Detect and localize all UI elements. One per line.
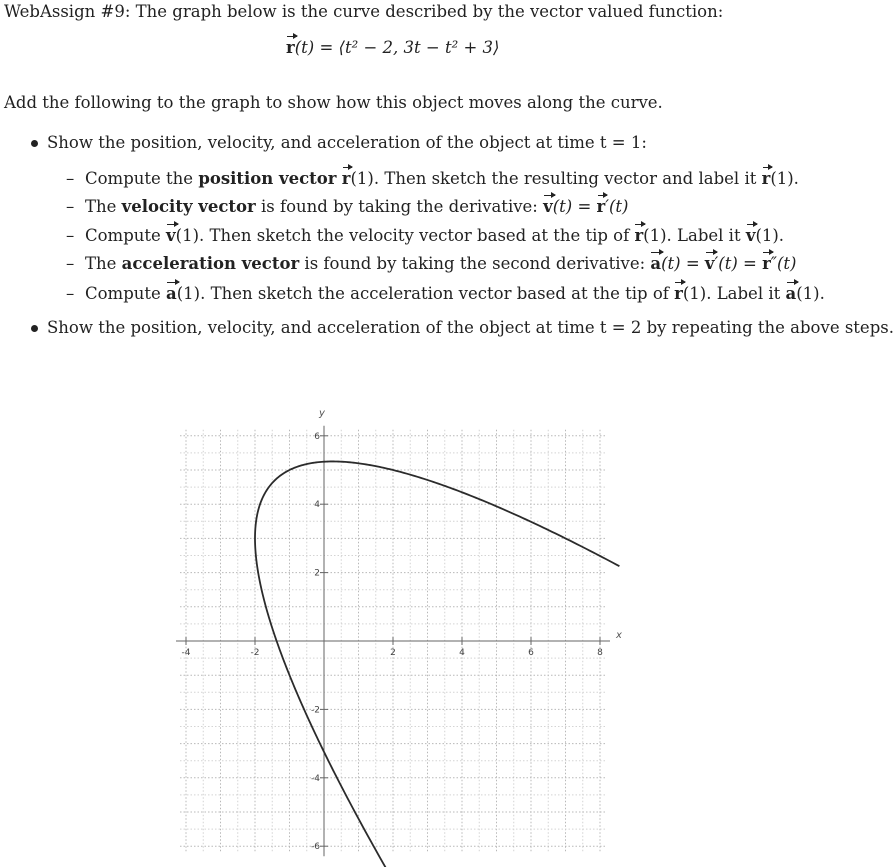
x-tick-label: 2 [390,648,396,658]
vector-a-symbol: a [650,254,662,273]
vector-v-symbol: v [166,226,176,245]
vector-function-curve [255,461,619,867]
vector-r-symbol: r [762,254,771,273]
vector-v-symbol: v [745,226,756,245]
problem-label: WebAssign #9: [4,2,131,21]
vector-r-symbol: r [596,197,606,216]
y-tick-label: -2 [311,705,320,716]
dash-marker: – [66,197,75,216]
step-acceleration-vector: The acceleration vector is found by taking the second derivative: a(t) = v′(t) = r″(t) [85,254,797,273]
bullet-item-t1: Show the position, velocity, and acceleration of the object at time t = 1: [47,133,647,152]
vector-r-symbol: r [286,38,295,57]
vector-v-symbol: v [543,197,553,216]
vector-a-symbol: a [785,284,797,303]
tick-labels [182,408,622,852]
term-acceleration-vector: acceleration vector [121,254,300,273]
step-compute-velocity: Compute v(1). Then sketch the velocity vector based at the tip of r(1). Label it v(1). [85,226,785,245]
curve [255,461,619,867]
y-tick-label: 6 [314,431,320,442]
problem-description: The graph below is the curve described by the vector valued function: [130,2,724,21]
x-tick-label: 4 [459,648,465,658]
step-velocity-vector: The velocity vector is found by taking the derivative: v(t) = r′(t) [85,197,629,216]
equation-rhs: ⟨t² − 2, 3t − t² + 3⟩ [338,38,500,57]
intro-text: Add the following to the graph to show how this object moves along the curve. [4,93,663,112]
dash-marker: – [66,226,75,245]
vector-v-symbol: v [704,254,715,273]
x-tick-label: -4 [181,648,191,658]
y-tick-label: -6 [311,842,320,853]
equation-lhs-arg: (t) = [294,38,339,57]
y-axis-label: y [319,407,325,419]
x-tick-label: 8 [597,648,603,658]
step-compute-acceleration: Compute a(1). Then sketch the acceleration vector based at the tip of r(1). Label it a(1). [85,284,825,303]
vector-r-symbol: r [761,169,771,188]
x-axis-label: x [616,630,622,641]
y-tick-label: -4 [311,773,320,784]
step-position-vector: Compute the position vector r(1). Then sketch the resulting vector and label it r(1). [85,169,799,188]
dash-marker: – [66,284,75,303]
x-tick-label: 6 [528,648,534,658]
dash-marker: – [66,169,75,188]
vector-r-symbol: r [634,226,644,245]
vector-r-symbol: r [674,284,683,303]
x-tick-label: -2 [250,648,260,658]
dash-marker: – [66,254,75,273]
vector-a-symbol: a [166,284,177,303]
y-tick-label: 4 [314,500,320,511]
y-tick-label: 2 [314,568,320,579]
term-position-vector: position vector [198,169,337,188]
vector-r-symbol: r [341,169,351,188]
bullet-item-t2: Show the position, velocity, and acceleration of the object at time t = 2 by repeating the above steps. [47,318,894,337]
term-velocity-vector: velocity vector [121,197,256,216]
